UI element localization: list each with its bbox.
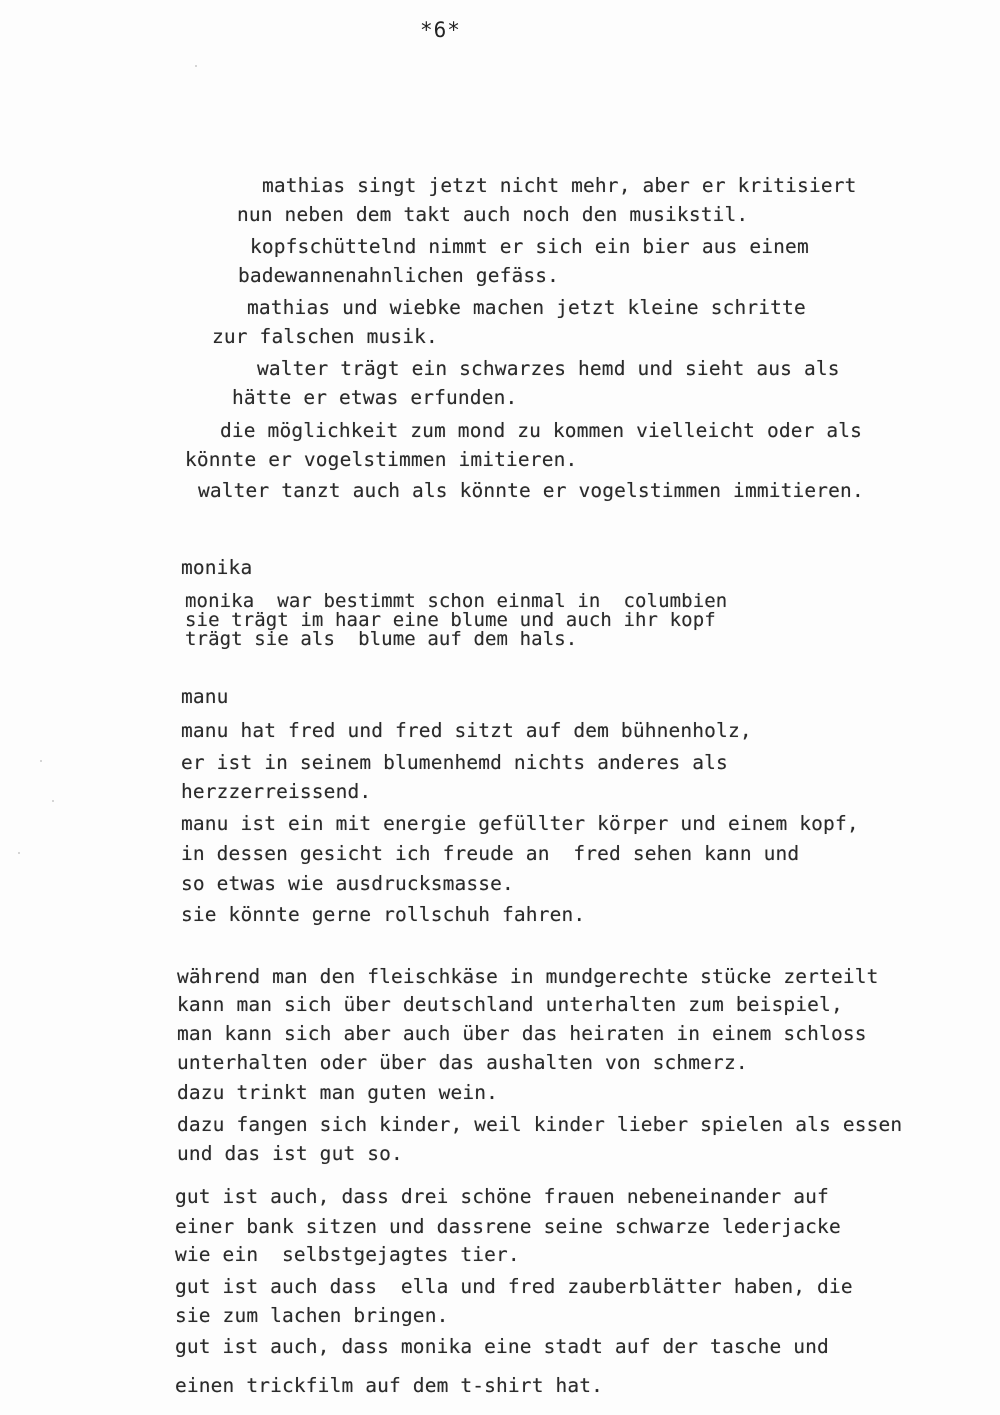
- text-line: badewannenahnlichen gefäss.: [238, 264, 560, 287]
- text-line: kann man sich über deutschland unterhalten zum beispiel,: [177, 993, 843, 1016]
- text-line: dazu trinkt man guten wein.: [177, 1081, 499, 1104]
- text-line: unterhalten oder über das aushalten von schmerz.: [177, 1051, 748, 1074]
- text-line: man kann sich aber auch über das heiraten in einem schloss: [177, 1022, 867, 1045]
- text-line: walter trägt ein schwarzes hemd und sieht aus als: [257, 357, 840, 380]
- text-line: trägt sie als blume auf dem hals.: [185, 628, 578, 650]
- text-line: walter tanzt auch als könnte er vogelstimmen immitieren.: [198, 479, 864, 502]
- text-line: er ist in seinem blumenhemd nichts anderes als: [181, 751, 728, 774]
- paper-speck: [195, 65, 197, 67]
- paper-speck: [18, 852, 20, 854]
- text-line: gut ist auch, dass drei schöne frauen nebeneinander auf: [175, 1185, 829, 1208]
- text-line: so etwas wie ausdrucksmasse.: [181, 872, 514, 895]
- paper-speck: [52, 800, 54, 802]
- text-line: mathias und wiebke machen jetzt kleine schritte: [247, 296, 806, 319]
- text-line: dazu fangen sich kinder, weil kinder lieber spielen als essen: [177, 1113, 903, 1136]
- text-line: sie zum lachen bringen.: [175, 1304, 449, 1327]
- text-line: und das ist gut so.: [177, 1142, 403, 1165]
- text-line: nun neben dem takt auch noch den musikstil.: [237, 203, 749, 226]
- text-line: die möglichkeit zum mond zu kommen vielleicht oder als: [220, 419, 863, 442]
- paper-speck: [40, 760, 42, 762]
- text-line: hätte er etwas erfunden.: [232, 386, 518, 409]
- text-line: mathias singt jetzt nicht mehr, aber er kritisiert: [262, 174, 857, 197]
- text-line: gut ist auch dass ella und fred zauberblätter haben, die: [175, 1275, 853, 1298]
- text-line: einer bank sitzen und dassrene seine schwarze lederjacke: [175, 1215, 841, 1238]
- text-line: gut ist auch, dass monika eine stadt auf der tasche und: [175, 1335, 829, 1358]
- text-line: kopfschüttelnd nimmt er sich ein bier aus einem: [250, 235, 809, 258]
- page-number: *6*: [420, 18, 461, 42]
- text-line: monika war bestimmt schon einmal in columbien: [185, 590, 728, 612]
- text-line: sie könnte gerne rollschuh fahren.: [181, 903, 586, 926]
- text-line: in dessen gesicht ich freude an fred sehen kann und: [181, 842, 800, 865]
- text-line: herzzerreissend.: [181, 780, 372, 803]
- section-heading: manu: [181, 685, 229, 708]
- text-line: manu hat fred und fred sitzt auf dem bühnenholz,: [181, 719, 752, 742]
- text-line: während man den fleischkäse in mundgerechte stücke zerteilt: [177, 965, 879, 988]
- text-line: zur falschen musik.: [212, 325, 438, 348]
- text-line: einen trickfilm auf dem t-shirt hat.: [175, 1374, 604, 1397]
- text-line: sie trägt im haar eine blume und auch ihr kopf: [185, 609, 716, 631]
- section-heading: monika: [181, 556, 253, 579]
- text-line: manu ist ein mit energie gefüllter körper und einem kopf,: [181, 812, 859, 835]
- text-line: könnte er vogelstimmen imitieren.: [185, 448, 578, 471]
- text-line: wie ein selbstgejagtes tier.: [175, 1243, 520, 1266]
